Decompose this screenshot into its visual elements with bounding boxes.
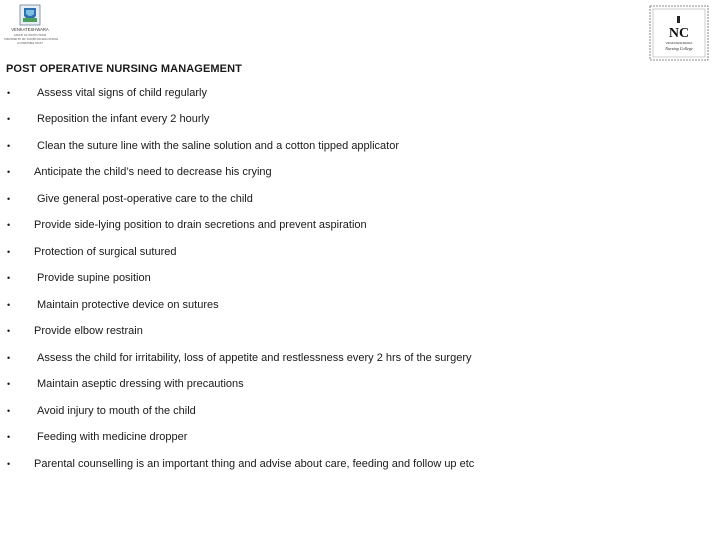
list-item-text: Protection of surgical sutured — [34, 246, 177, 258]
logo-left-line-3: & CHARITABLE TRUST — [17, 42, 43, 45]
bullet-icon: • — [7, 247, 11, 257]
list-item-text: Give general post-operative care to the child — [37, 193, 253, 205]
list-item-text: Provide side-lying position to drain secretions and prevent aspiration — [34, 219, 367, 231]
bullet-icon: • — [7, 432, 11, 442]
logo-left-line-1: GROUP OF INSTITUTIONS — [13, 34, 47, 37]
list-item-text: Clean the suture line with the saline solution and a cotton tipped applicator — [37, 140, 400, 152]
bullet-icon: • — [7, 141, 11, 151]
institution-logo-left — [4, 4, 58, 48]
nursing-college-logo-right — [648, 4, 710, 62]
logo-right-name: VENKATESHWARA — [665, 41, 693, 45]
bullet-icon: • — [7, 220, 11, 230]
list-item-text: Anticipate the child’s need to decrease his crying — [34, 166, 272, 178]
bullet-icon: • — [7, 114, 11, 124]
logo-right-mark: NC — [668, 26, 690, 41]
bullet-icon: • — [7, 167, 11, 177]
list-item-text: Feeding with medicine dropper — [37, 431, 188, 443]
logo-right-college: Nursing College — [665, 46, 693, 51]
bullet-icon: • — [7, 379, 11, 389]
list-item-text: Assess the child for irritability, loss of appetite and restlessness every 2 hrs of the surgery — [37, 352, 472, 364]
logo-left-name: VENKATESHWARA — [11, 27, 49, 32]
list-item-text: Provide supine position — [37, 272, 151, 284]
bullet-icon: • — [7, 406, 11, 416]
bullet-icon: • — [7, 300, 11, 310]
list-item-text: Provide elbow restrain — [34, 325, 143, 337]
slide-title: POST OPERATIVE NURSING MANAGEMENT — [6, 63, 242, 75]
bullet-icon: • — [7, 273, 11, 283]
bullet-icon: • — [7, 459, 11, 469]
bullet-icon: • — [7, 88, 11, 98]
list-item-text: Maintain protective device on sutures — [37, 299, 219, 311]
list-item-text: Reposition the infant every 2 hourly — [37, 113, 210, 125]
bullet-icon: • — [7, 353, 11, 363]
list-item-text: Maintain aseptic dressing with precautions — [37, 378, 244, 390]
nursing-college-emblem-icon — [648, 4, 710, 62]
shield-emblem-icon — [4, 4, 58, 48]
list-item-text: Avoid injury to mouth of the child — [37, 405, 196, 417]
bullet-icon: • — [7, 194, 11, 204]
list-item-text: Assess vital signs of child regularly — [37, 87, 207, 99]
logo-left-line-2: ESTABLISHED BY DR. SUDHIR GIRI EDUCATIONAL — [4, 38, 58, 41]
bullet-icon: • — [7, 326, 11, 336]
list-item-text: Parental counselling is an important thing and advise about care, feeding and follow up etc — [34, 458, 475, 470]
